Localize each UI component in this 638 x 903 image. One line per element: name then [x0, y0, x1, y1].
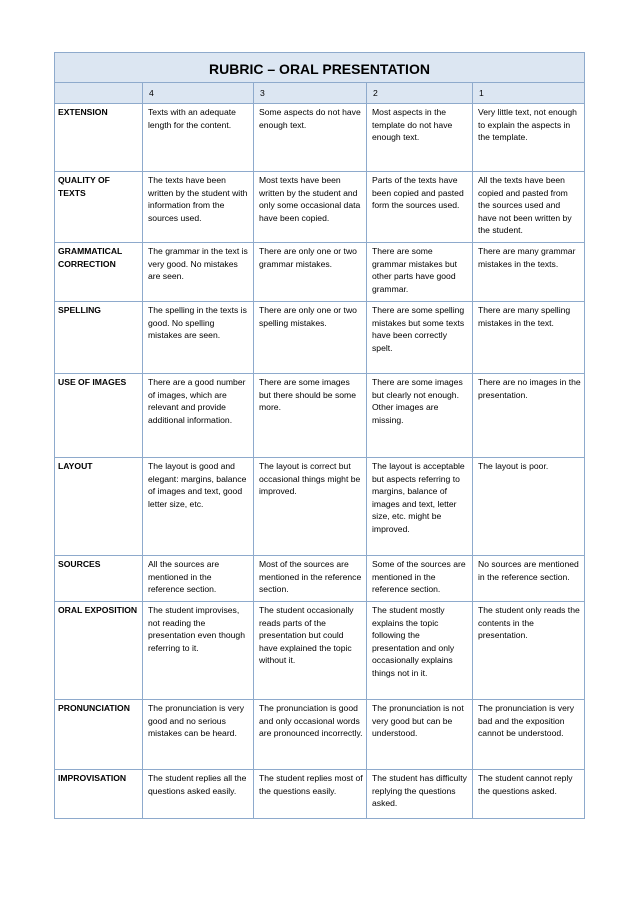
descriptor-cell: There are many grammar mistakes in the texts. — [473, 243, 585, 302]
table-row — [55, 458, 585, 556]
descriptor-cell: Most aspects in the template do not have enough text. — [367, 104, 473, 172]
criterion-label: IMPROVISATION — [55, 770, 143, 819]
score-header-2: 2 — [367, 83, 473, 104]
table-row — [55, 700, 585, 770]
table-row — [55, 302, 585, 374]
descriptor-cell: The student only reads the contents in the presentation. — [473, 602, 585, 700]
descriptor-cell: The student occasionally reads parts of the presentation but could have explained the topic without it. — [254, 602, 367, 700]
descriptor-cell: The spelling in the texts is good. No spelling mistakes are seen. — [143, 302, 254, 374]
descriptor-cell: The grammar in the text is very good. No mistakes are seen. — [143, 243, 254, 302]
descriptor-cell: The texts have been written by the student with information from the sources used. — [143, 172, 254, 243]
descriptor-cell: The student replies most of the questions easily. — [254, 770, 367, 819]
rubric-title: RUBRIC – ORAL PRESENTATION — [55, 53, 585, 83]
descriptor-cell: Texts with an adequate length for the content. — [143, 104, 254, 172]
descriptor-cell: The student replies all the questions asked easily. — [143, 770, 254, 819]
descriptor-cell: The layout is correct but occasional things might be improved. — [254, 458, 367, 556]
descriptor-cell: The student cannot reply the questions asked. — [473, 770, 585, 819]
descriptor-cell: There are a good number of images, which are relevant and provide additional information. — [143, 374, 254, 458]
descriptor-cell: The pronunciation is good and only occasional words are pronounced incorrectly. — [254, 700, 367, 770]
descriptor-cell: The layout is acceptable but aspects referring to margins, balance of images and text, letter size, etc. might be improved. — [367, 458, 473, 556]
descriptor-cell: There are only one or two grammar mistakes. — [254, 243, 367, 302]
descriptor-cell: The pronunciation is very bad and the exposition cannot be understood. — [473, 700, 585, 770]
descriptor-cell: All the texts have been copied and pasted from the sources used and have not been written by the student. — [473, 172, 585, 243]
rubric-table — [54, 52, 585, 819]
score-header-row — [55, 83, 585, 104]
table-row — [55, 770, 585, 819]
criterion-label: GRAMMATICAL CORRECTION — [55, 243, 143, 302]
table-row — [55, 374, 585, 458]
descriptor-cell: The student mostly explains the topic following the presentation and only occasionally explains things not in it. — [367, 602, 473, 700]
descriptor-cell: There are only one or two spelling mistakes. — [254, 302, 367, 374]
descriptor-cell: Some aspects do not have enough text. — [254, 104, 367, 172]
descriptor-cell: There are some spelling mistakes but some texts have been correctly spelt. — [367, 302, 473, 374]
criterion-label: SPELLING — [55, 302, 143, 374]
descriptor-cell: The student has difficulty replying the questions asked. — [367, 770, 473, 819]
table-row — [55, 104, 585, 172]
descriptor-cell: Parts of the texts have been copied and pasted form the sources used. — [367, 172, 473, 243]
descriptor-cell: The student improvises, not reading the presentation even though referring to it. — [143, 602, 254, 700]
criterion-label: ORAL EXPOSITION — [55, 602, 143, 700]
descriptor-cell: Some of the sources are mentioned in the reference section. — [367, 556, 473, 602]
criteria-header-cell — [55, 83, 143, 104]
descriptor-cell: All the sources are mentioned in the reference section. — [143, 556, 254, 602]
score-header-4: 4 — [143, 83, 254, 104]
criterion-label: QUALITY OF TEXTS — [55, 172, 143, 243]
descriptor-cell: There are some images but there should be some more. — [254, 374, 367, 458]
descriptor-cell: The layout is poor. — [473, 458, 585, 556]
score-header-3: 3 — [254, 83, 367, 104]
descriptor-cell: The pronunciation is not very good but can be understood. — [367, 700, 473, 770]
criterion-label: USE OF IMAGES — [55, 374, 143, 458]
descriptor-cell: There are many spelling mistakes in the text. — [473, 302, 585, 374]
descriptor-cell: Very little text, not enough to explain the aspects in the template. — [473, 104, 585, 172]
criterion-label: EXTENSION — [55, 104, 143, 172]
descriptor-cell: There are some images but clearly not enough. Other images are missing. — [367, 374, 473, 458]
criterion-label: PRONUNCIATION — [55, 700, 143, 770]
criterion-label: SOURCES — [55, 556, 143, 602]
descriptor-cell: Most of the sources are mentioned in the reference section. — [254, 556, 367, 602]
table-row — [55, 172, 585, 243]
descriptor-cell: There are no images in the presentation. — [473, 374, 585, 458]
descriptor-cell: There are some grammar mistakes but other parts have good grammar. — [367, 243, 473, 302]
criterion-label: LAYOUT — [55, 458, 143, 556]
table-row — [55, 602, 585, 700]
table-row — [55, 243, 585, 302]
descriptor-cell: Most texts have been written by the student and only some occasional data have been copied. — [254, 172, 367, 243]
score-header-1: 1 — [473, 83, 585, 104]
descriptor-cell: The pronunciation is very good and no serious mistakes can be heard. — [143, 700, 254, 770]
title-row — [55, 53, 585, 83]
descriptor-cell: The layout is good and elegant: margins, balance of images and text, good letter size, etc. — [143, 458, 254, 556]
descriptor-cell: No sources are mentioned in the reference section. — [473, 556, 585, 602]
table-row — [55, 556, 585, 602]
